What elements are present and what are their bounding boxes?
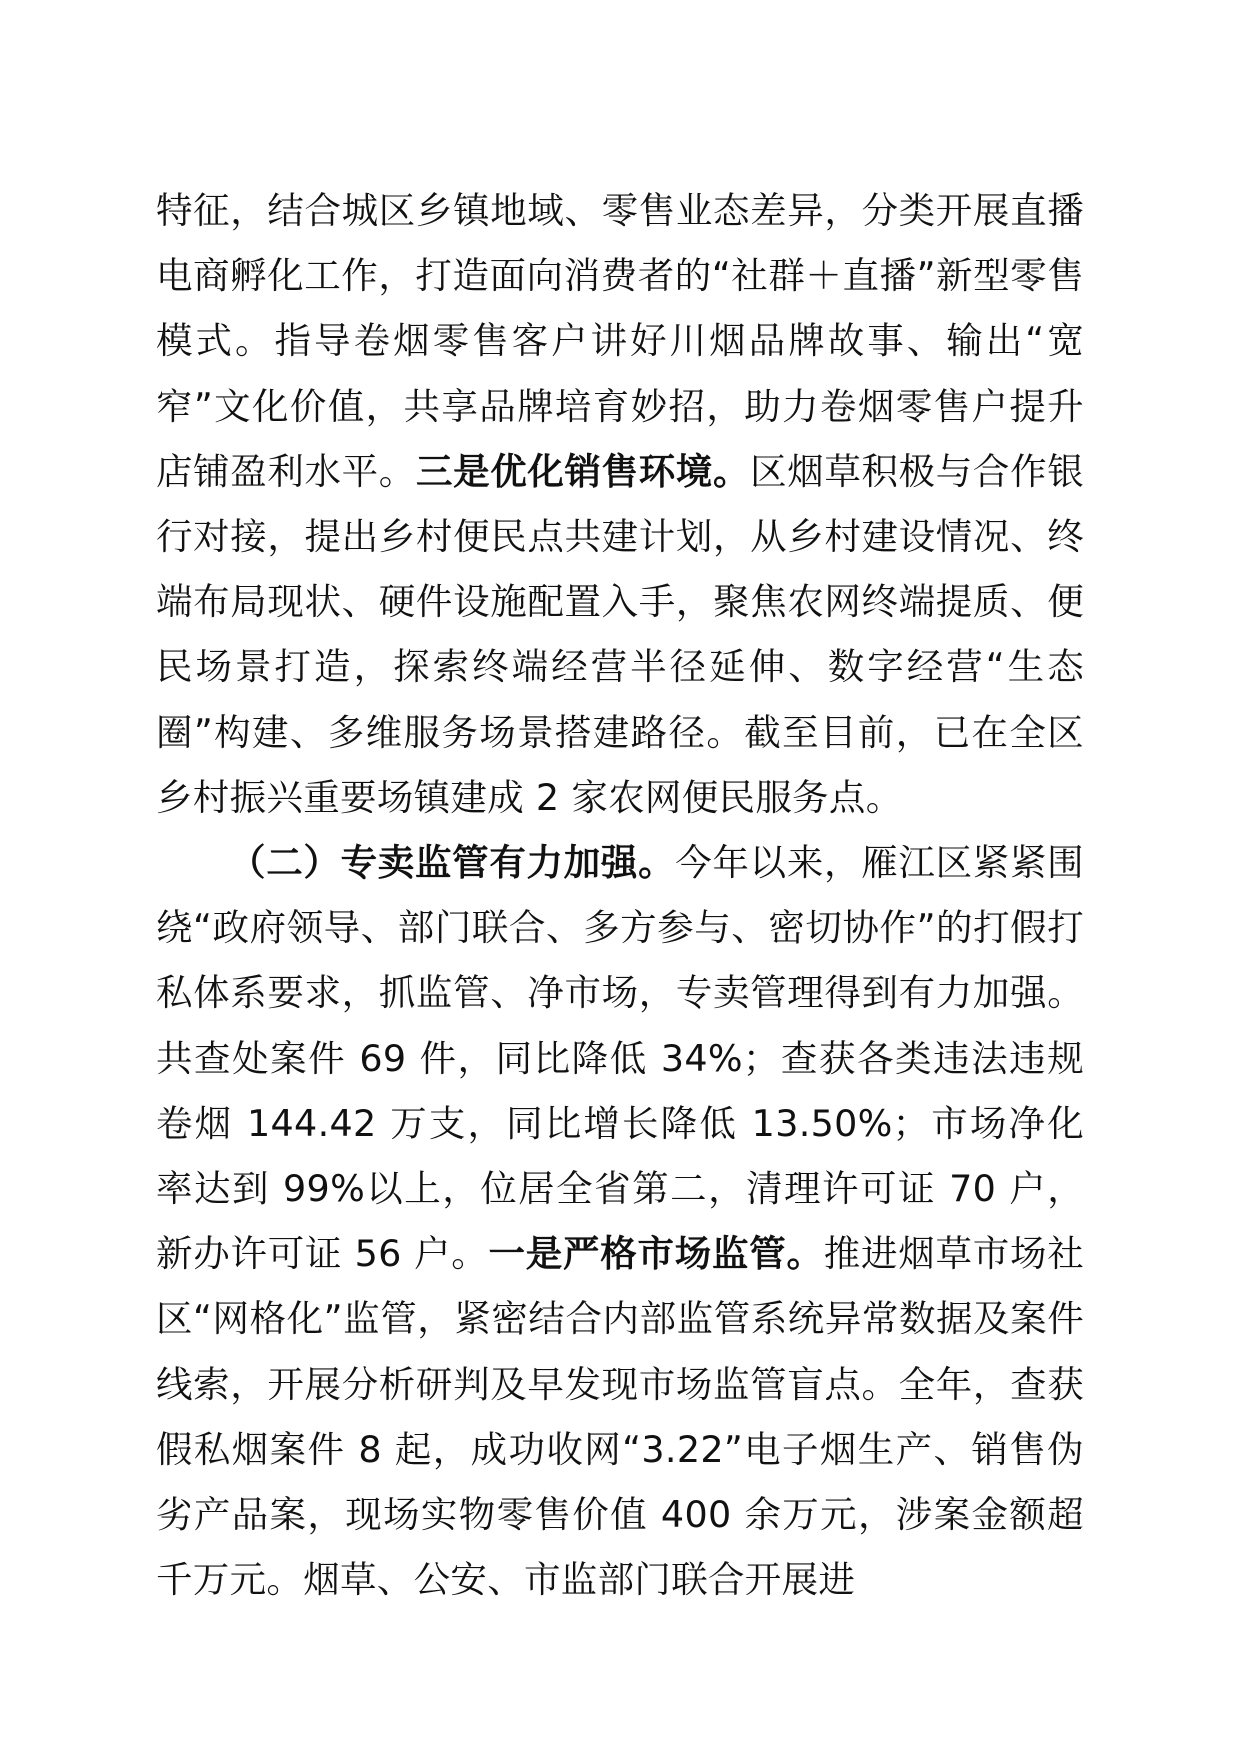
heading-optimize-sales-environment: 三是优化销售环境。	[415, 449, 751, 493]
paragraph-1-text: 特征，结合城区乡镇地域、零售业态差异，分类开展直播电商孵化工作，打造面向消费者的“社群＋直播”新型零售模式。指导卷烟零售客户讲好川烟品牌故事、输出“宽窄”文化价值，共享品牌培育妙招，助力卷烟零售户提升店铺盈利水平。	[156, 189, 1084, 493]
body-text	[156, 178, 1084, 1612]
paragraph-1-body: 区烟草积极与合作银行对接，提出乡村便民点共建计划，从乡村建设情况、终端布局现状、硬件设施配置入手，聚焦农网终端提质、便民场景打造，探索终端经营半径延伸、数字经营“生态圈”构建、多维服务场景搭建路径。截至目前，已在全区乡村振兴重要场镇建成 2 家农网便民服务点。	[156, 449, 1085, 819]
paragraph-2-text: 今年以来，雁江区紧紧围绕“政府领导、部门联合、多方参与、密切协作”的打假打私体系要求，抓监管、净市场，专卖管理得到有力加强。共查处案件 69 件，同比降低 34%；查获各类违法违规卷烟 144.42 万支，同比增长降低 13.50%；市场净化率达到 99%以上，位居全省第二，清理许可证 70 户，新办许可证 56 户。	[156, 841, 1084, 1276]
heading-strict-market-supervision: 一是严格市场监管。	[488, 1232, 824, 1276]
paragraph-2-body: 推进烟草市场社区“网格化”监管，紧密结合内部监管系统异常数据及案件线索，开展分析研判及早发现市场监管盲点。全年，查获假私烟案件 8 起，成功收网“3.22”电子烟生产、销售伪劣产品案，现场实物零售价值 400 余万元，涉案金额超千万元。烟草、公安、市监部门联合开展进	[156, 1232, 1085, 1602]
paragraph-1	[156, 178, 1084, 830]
section-heading-monopoly-supervision: （二）专卖监管有力加强。	[229, 841, 676, 885]
paragraph-2	[156, 830, 1084, 1612]
